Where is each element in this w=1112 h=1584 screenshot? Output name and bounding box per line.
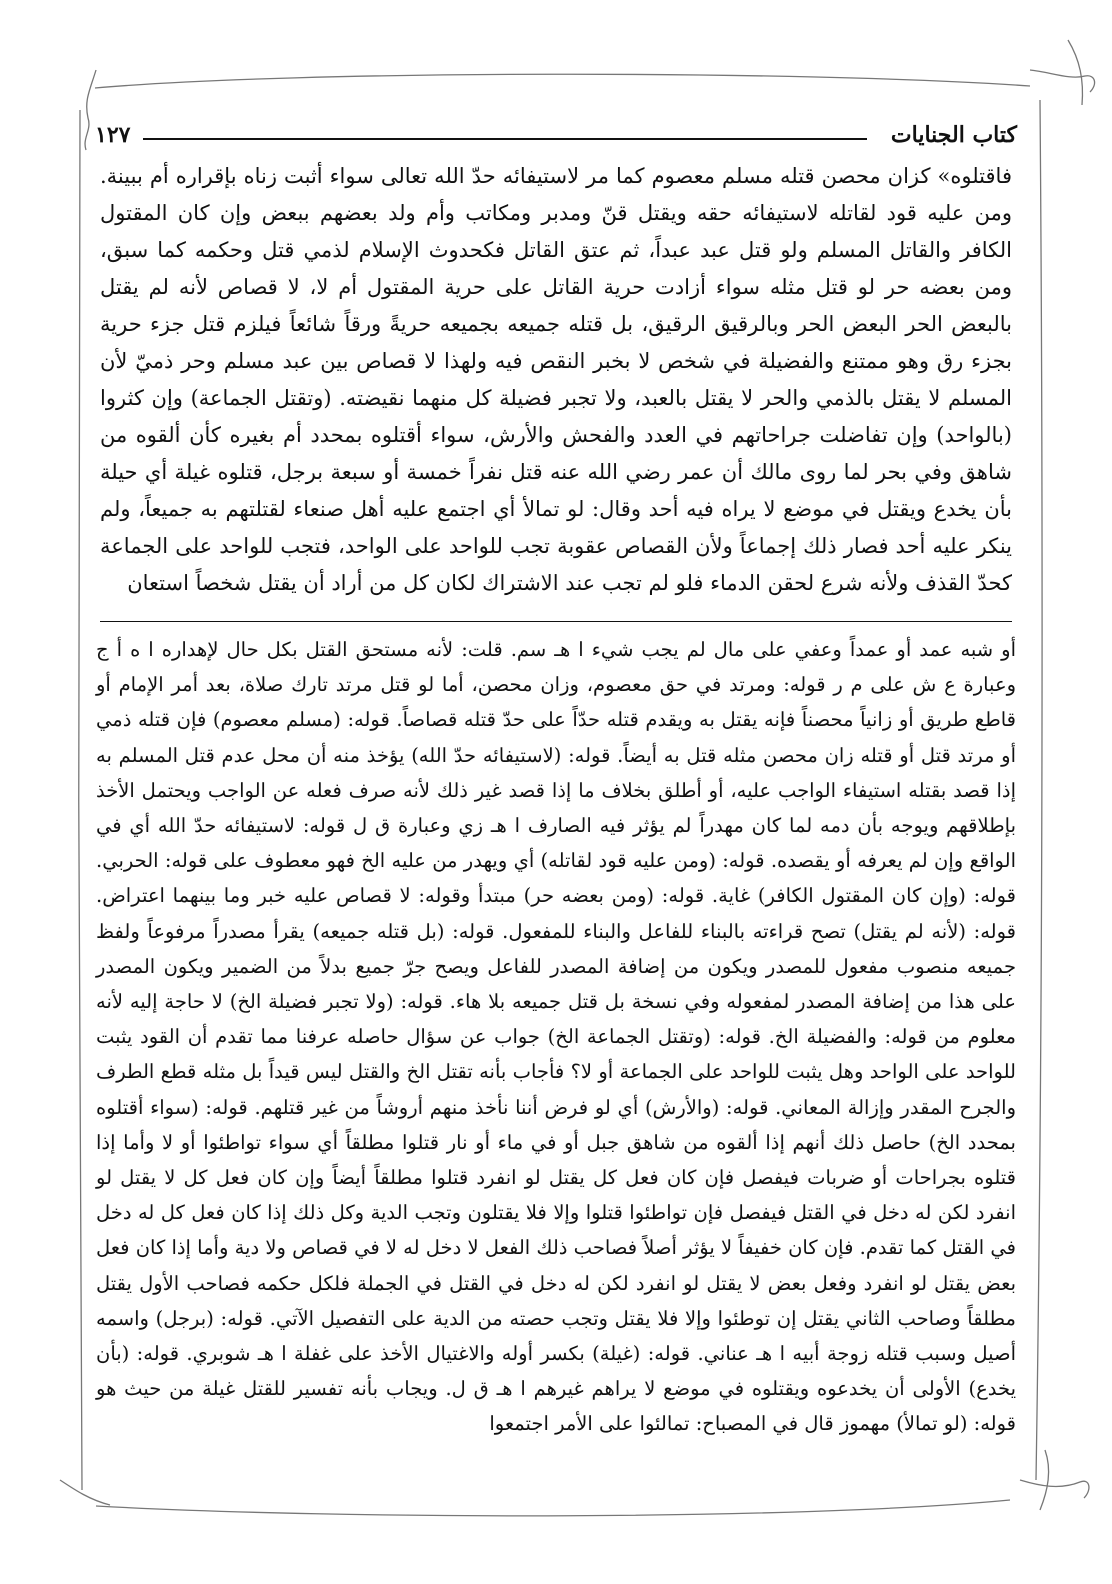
main-paragraph: فاقتلوه» كزان محصن قتله مسلم معصوم كما مر لاستيفائه حدّ الله تعالى سواء أثبت زناه بإقراره أم ببينة. ومن عليه قود لقاتله لاستيفائه حقه ويقتل قنّ ومدبر ومكاتب وأم ولد بعضهم ببعض وإن كان المقتول الكافر والقاتل المسلم ولو قتل عبد عبداً، ثم عتق القاتل فكحدوث الإسلام لذمي قتل وحكمه كما سبق، ومن بعضه حر لو قتل مثله سواء أزادت حرية القاتل على حرية المقتول أم لا، لا قصاص لأنه لم يقتل بالبعض الحر البعض الحر وبالرقيق الرقيق، بل قتله جميعه بجميعه حريةً ورقاً شائعاً فيلزم قتل جزء حرية بجزء رق وهو ممتنع والفضيلة في شخص لا بخبر النقص فيه ولهذا لا قصاص بين عبد مسلم وحر ذميّ لأن المسلم لا يقتل بالذمي والحر لا يقتل بالعبد، ولا تجبر فضيلة كل منهما نقيضته. (وتقتل الجماعة) وإن كثروا (بالواحد) وإن تفاضلت جراحاتهم في العدد والفحش والأرش، سواء أقتلوه بمحدد أم بغيره كأن ألقوه من شاهق وفي بحر لما روى مالك أن عمر رضي الله عنه قتل نفراً خمسة أو سبعة برجل، قتلوه غيلة أي حيلة بأن يخدع ويقتل في موضع لا يراه فيه أحد وقال: لو تمالأ أي اجتمع عليه أهل صنعاء لقتلتهم به جميعاً، ولم ينكر عليه أحد فصار ذلك إجماعاً ولأن القصاص عقوبة تجب للواحد على الواحد، فتجب للواحد على الجماعة كحدّ القذف ولأنه شرع لحقن الدماء فلو لم تجب عند الاشتراك لكان كل من أراد أن يقتل شخصاً استعان [100,164,1012,595]
footnote-divider [100,621,1012,622]
commentary-notes [96,632,1016,1442]
page-number: ١٢٧ [95,122,131,148]
page-header [95,118,1017,158]
main-text [100,158,1012,602]
notes-paragraph: أو شبه عمد أو عمداً وعفي على مال لم يجب شيء ا هـ سم. قلت: لأنه مستحق القتل بكل حال لإهداره ا ه أ ج وعبارة ع ش على م ر قوله: ومرتد في حق معصوم، وزان محصن، أما لو قتل مرتد تارك صلاة، بعد أمر الإمام أو قاطع طريق أو زانياً محصناً فإنه يقتل به ويقدم قتله حدّاً على حدّ قتله قصاصاً. قوله: (مسلم معصوم) فإن قتله ذمي أو مرتد قتل أو قتله زان محصن مثله قتل به أيضاً. قوله: (لاستيفائه حدّ الله) يؤخذ منه أن محل عدم قتل المسلم به إذا قصد بقتله استيفاء الواجب عليه، أو أطلق بخلاف ما إذا قصد غير ذلك لأنه صرف فعله عن الواجب ويحتمل الأخذ بإطلاقهم ويوجه بأن دمه لما كان مهدراً لم يؤثر فيه الصارف ا هـ زي وعبارة ق ل قوله: لاستيفائه حدّ الله أي في الواقع وإن لم يعرفه أو يقصده. قوله: (ومن عليه قود لقاتله) أي ويهدر من عليه الخ فهو معطوف على قوله: الحربي. قوله: (وإن كان المقتول الكافر) غاية. قوله: (ومن بعضه حر) مبتدأ وقوله: لا قصاص عليه خبر وما بينهما اعتراض. قوله: (لأنه لم يقتل) تصح قراءته بالبناء للفاعل والبناء للمفعول. قوله: (بل قتله جميعه) يقرأ مصدراً مرفوعاً ولفظ جميعه منصوب مفعول للمصدر ويكون من إضافة المصدر للفاعل ويصح جرّ جميع بدلاً من الضمير ويكون المصدر على هذا من إضافة المصدر لمفعوله وفي نسخة بل قتل جميعه بلا هاء. قوله: (ولا تجبر فضيلة الخ) لا حاجة إليه لأنه معلوم من قوله: والفضيلة الخ. قوله: (وتقتل الجماعة الخ) جواب عن سؤال حاصله عرفنا مما تقدم أن القود يثبت للواحد على الواحد وهل يثبت للواحد على الجماعة أو لا؟ فأجاب بأنه تقتل الخ والقتل ليس قيداً بل مثله قطع الطرف والجرح المقدر وإزالة المعاني. قوله: (والأرش) أي لو فرض أننا نأخذ منهم أروشاً من غير قتلهم. قوله: (سواء أقتلوه بمحدد الخ) حاصل ذلك أنهم إذا ألقوه من شاهق جبل أو في ماء أو نار قتلوا مطلقاً أي سواء تواطئوا أو لا وأما إذا قتلوه بجراحات أو ضربات فيفصل فإن كان فعل كل يقتل لو انفرد قتلوا مطلقاً أيضاً وإن كان فعل كل لا يقتل لو انفرد لكن له دخل في القتل فيفصل فإن تواطئوا قتلوا وإلا فلا يقتلون وتجب الدية وكل ذلك إذا كان فعل كل له دخل في القتل كما تقدم. فإن كان خفيفاً لا يؤثر أصلاً فصاحب ذلك الفعل لا دخل له لا في قصاص ولا دية وأما إذا كان فعل بعض يقتل لو انفرد وفعل بعض لا يقتل لو انفرد لكن له دخل في القتل في الجملة فلكل حكمه فصاحب الأول يقتل مطلقاً وصاحب الثاني يقتل إن توطئوا وإلا فلا يقتل وتجب حصته من الدية على التفصيل الآتي. قوله: (برجل) واسمه أصيل وسبب قتله زوجة أبيه ا هـ عناني. قوله: (غيلة) بكسر أوله والاغتيال الأخذ على غفلة ا هـ شوبري. قوله: (بأن يخدع) الأولى أن يخدعوه ويقتلوه في موضع لا يراهم غيرهم ا هـ ق ل. ويجاب بأنه تفسير للقتل غيلة من حيث هو قوله: (لو تمالأ) مهموز قال في المصباح: تمالئوا على الأمر اجتمعوا [96,638,1016,1436]
book-title: كتاب الجنايات [890,122,1017,148]
header-rule [143,138,867,140]
